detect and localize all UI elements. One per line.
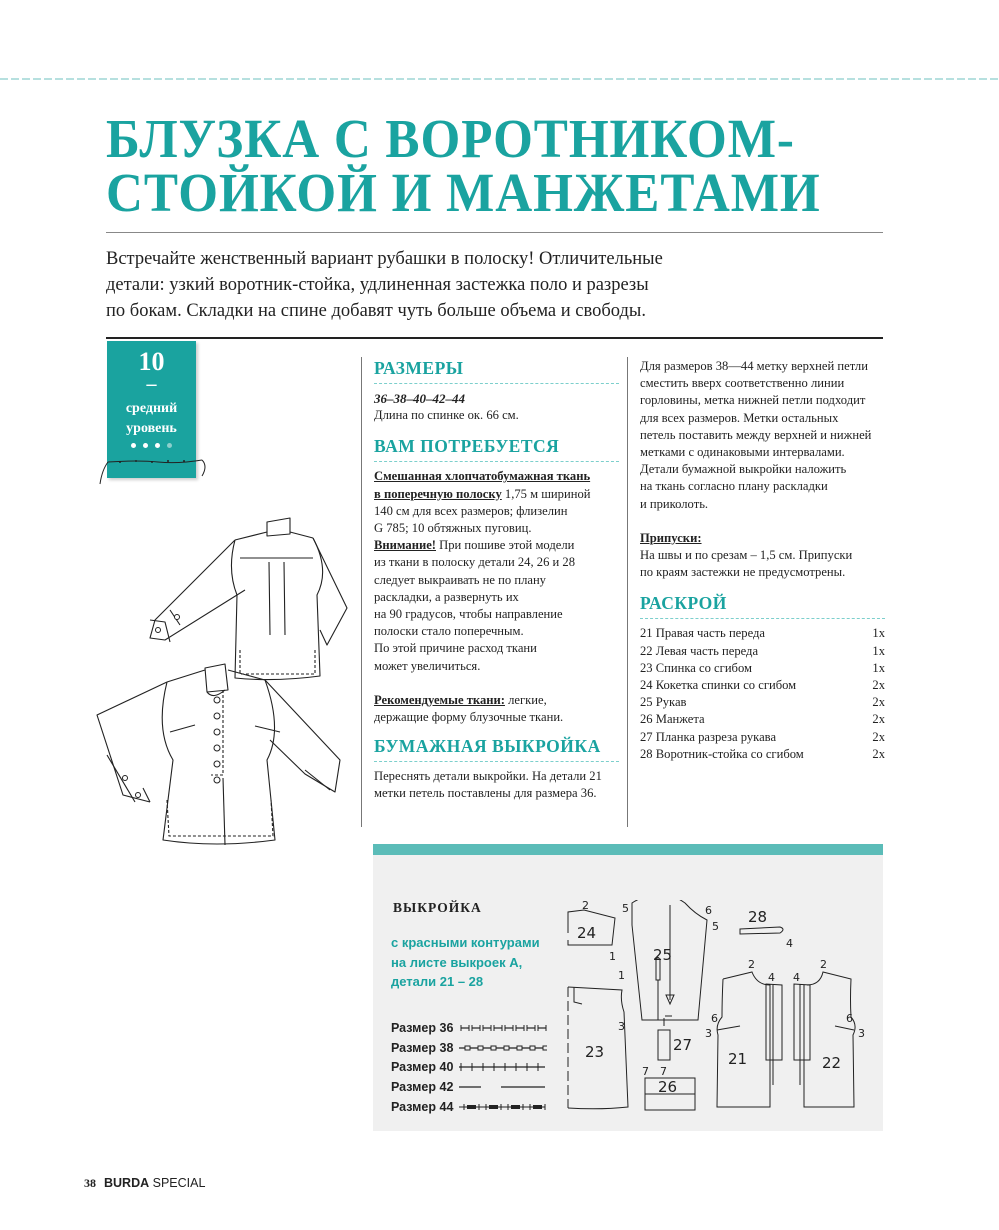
- piece-28-outline: [740, 927, 783, 934]
- blouse-technical-sketch: [95, 510, 360, 850]
- allowance-label: Припуски:: [640, 530, 702, 545]
- buttonhole-line: Для размеров 38—44 метку верхней петли: [640, 359, 868, 373]
- allowance-line: по краям застежки не предусмотрены.: [640, 565, 846, 580]
- panel-subtitle: [391, 933, 540, 992]
- size-line-legend: [391, 1018, 547, 1116]
- cutting-list-item: [640, 660, 885, 677]
- intro-divider: [106, 337, 883, 339]
- mark-label: 4: [786, 937, 793, 950]
- attention-text: При пошиве этой модели: [436, 538, 575, 553]
- needs-line: 140 см для всех размеров; флизелин: [374, 503, 568, 518]
- back-length: Длина по спинке ок. 66 см.: [374, 408, 519, 423]
- section-heading-needs: ВАМ ПОТРЕБУЕТСЯ: [374, 436, 560, 457]
- piece-name: 25 Рукав: [640, 695, 687, 710]
- buttonhole-line: Детали бумажной выкройки наложить: [640, 462, 847, 477]
- attention-line: из ткани в полоску детали 24, 26 и 28: [374, 555, 575, 570]
- piece-name: 28 Воротник-стойка со сгибом: [640, 746, 804, 761]
- legend-label: Размер 44: [391, 1099, 454, 1114]
- legend-line-sample: [459, 1024, 547, 1032]
- piece-quantity: 2x: [872, 712, 885, 727]
- legend-row: [391, 1097, 547, 1117]
- piece-name: 26 Манжета: [640, 712, 705, 727]
- recommended-text: легкие,: [504, 692, 547, 707]
- cutting-list-item: [640, 746, 885, 763]
- mark-label: 2: [582, 900, 589, 912]
- difficulty-dot: [143, 443, 148, 448]
- panel-title: ВЫКРОЙКА: [393, 900, 482, 915]
- mark-label: 6: [705, 904, 712, 917]
- mark-label: 7: [660, 1065, 667, 1078]
- badge-dash: –: [146, 373, 157, 395]
- piece-label-25: 25: [653, 946, 673, 964]
- piece-label-24: 24: [577, 924, 597, 942]
- instructions-column-2: [640, 358, 885, 763]
- thread-stitch-icon: [98, 452, 208, 492]
- column-divider-left: [361, 357, 362, 827]
- badge-number: 10: [138, 347, 165, 376]
- badge-level: [107, 399, 196, 439]
- panel-subtitle-line: детали 21 – 28: [391, 974, 484, 989]
- legend-label: Размер 38: [391, 1040, 454, 1055]
- intro-line: детали: узкий воротник-стойка, удлиненная застежка поло и разрезы: [106, 275, 649, 295]
- piece-21-outline: [717, 972, 770, 1107]
- legend-line-sample: [459, 1103, 547, 1111]
- legend-label: Размер 36: [391, 1020, 454, 1035]
- buttonhole-line: метками с одинаковыми интервалами.: [640, 445, 845, 460]
- attention-line: полоски стало поперечным.: [374, 624, 524, 639]
- piece-quantity: 2x: [872, 695, 885, 710]
- buttonhole-line: горловины, метка нижней петли подходит: [640, 393, 866, 408]
- section-heading-cutting: РАСКРОЙ: [640, 593, 727, 614]
- piece-name: 23 Спинка со сгибом: [640, 660, 752, 675]
- piece-label-27: 27: [673, 1036, 693, 1054]
- difficulty-dot: [167, 443, 172, 448]
- cutting-list-item: [640, 711, 885, 728]
- fabric-label-2: в поперечную полоску: [374, 486, 502, 501]
- piece-quantity: 1x: [872, 660, 885, 675]
- buttonhole-line: для всех размеров. Метки остальных: [640, 410, 839, 425]
- piece-27-outline: [658, 1018, 670, 1060]
- title-line-1: БЛУЗКА С ВОРОТНИКОМ-: [106, 108, 795, 169]
- attention-line: По этой причине расход ткани: [374, 641, 537, 656]
- piece-name: 22 Левая часть переда: [640, 643, 759, 658]
- sizes-list: 36–38–40–42–44: [374, 391, 465, 406]
- section-heading-sizes: РАЗМЕРЫ: [374, 358, 464, 378]
- dashed-divider: [640, 618, 885, 619]
- pattern-panel: [373, 844, 883, 1131]
- needs-line: G 785; 10 обтяжных пуговиц.: [374, 521, 532, 536]
- badge-level-line-2: уровень: [126, 421, 177, 436]
- fabric-line-1: [374, 468, 619, 485]
- cutting-list-item: [640, 729, 885, 746]
- panel-subtitle-line: на листе выкроек А,: [391, 954, 523, 970]
- cutting-list: [640, 625, 885, 763]
- fabric-text: 1,75 м шириной: [501, 486, 591, 501]
- buttonhole-line: петель поставить между верхней и нижней: [640, 427, 872, 442]
- difficulty-dots: [107, 443, 196, 448]
- cutting-list-item: [640, 625, 885, 642]
- column-divider-right: [627, 357, 628, 827]
- mark-label: 6: [711, 1012, 718, 1025]
- intro-text: [106, 246, 806, 324]
- piece-quantity: 2x: [872, 729, 885, 744]
- dashed-divider: [374, 461, 619, 462]
- recommended-line: [374, 692, 619, 709]
- piece-22-outline: [804, 972, 855, 1107]
- piece-quantity: 1x: [872, 643, 885, 658]
- mark-label: 3: [705, 1027, 712, 1040]
- attention-line: [374, 537, 619, 554]
- allowance-line: На швы и по срезам – 1,5 см. Припуски: [640, 548, 853, 563]
- piece-label-26: 26: [658, 1078, 678, 1096]
- mark-label: 2: [748, 958, 755, 971]
- buttonhole-line: на ткань согласно плану раскладки: [640, 479, 828, 494]
- legend-label: Размер 40: [391, 1060, 454, 1075]
- difficulty-dot: [155, 443, 160, 448]
- title-line-2: СТОЙКОЙ И МАНЖЕТАМИ: [106, 162, 821, 223]
- cutting-list-item: [640, 643, 885, 660]
- mark-label: 3: [618, 1020, 625, 1033]
- piece-label-22: 22: [822, 1054, 842, 1072]
- attention-line: на 90 градусов, чтобы направление: [374, 607, 563, 622]
- cutting-list-item: [640, 694, 885, 711]
- paper-pattern-line: Переснять детали выкройки. На детали 21: [374, 769, 602, 784]
- piece-name: 27 Планка разреза рукава: [640, 729, 777, 744]
- brand-name: BURDA: [104, 1176, 150, 1190]
- mark-label: 6: [846, 1012, 853, 1025]
- legend-line-sample: [459, 1044, 547, 1052]
- panel-subtitle-line: с красными контурами: [391, 935, 540, 950]
- attention-line: раскладки, а развернуть их: [374, 589, 519, 604]
- legend-row: [391, 1057, 547, 1077]
- dashed-divider: [374, 383, 619, 384]
- badge-level-line-1: средний: [125, 401, 178, 416]
- mark-label: 1: [618, 969, 625, 982]
- page-title: [106, 108, 821, 223]
- attention-line: может увеличиться.: [374, 658, 481, 673]
- mark-label: 2: [820, 958, 827, 971]
- buttonhole-line: и приколоть.: [640, 496, 709, 511]
- fabric-label-1: Смешанная хлопчатобумажная ткань: [374, 469, 591, 484]
- mark-label: 5: [622, 902, 629, 915]
- difficulty-dot: [131, 443, 136, 448]
- paper-pattern-line: метки петель поставлены для размера 36.: [374, 786, 597, 801]
- legend-row: [391, 1077, 547, 1097]
- piece-label-21: 21: [728, 1050, 748, 1068]
- piece-label-28: 28: [748, 908, 768, 926]
- intro-line: Встречайте женственный вариант рубашки в полоску! Отличительные: [106, 249, 663, 269]
- section-heading-paper-pattern: БУМАЖНАЯ ВЫКРОЙКА: [374, 736, 601, 757]
- legend-row: [391, 1018, 547, 1038]
- attention-line: следует выкраивать не по плану: [374, 572, 546, 587]
- mark-label: 1: [609, 950, 616, 963]
- recommended-line: держащие форму блузочные ткани.: [374, 710, 564, 725]
- mark-label: 7: [642, 1065, 649, 1078]
- piece-quantity: 1x: [872, 626, 885, 641]
- piece-name: 24 Кокетка спинки со сгибом: [640, 678, 797, 693]
- instructions-column-1: [374, 356, 619, 803]
- recommended-label: Рекомендуемые ткани:: [374, 692, 505, 707]
- intro-line: по бокам. Складки на спине добавят чуть больше объема и свободы.: [106, 301, 646, 321]
- mark-label: 4: [793, 971, 800, 984]
- stitch-divider: [0, 76, 999, 82]
- mark-label: 3: [858, 1027, 865, 1040]
- legend-row: [391, 1038, 547, 1058]
- piece-name: 21 Правая часть переда: [640, 626, 765, 641]
- piece-label-23: 23: [585, 1043, 605, 1061]
- piece-quantity: 2x: [872, 678, 885, 693]
- cutting-list-item: [640, 677, 885, 694]
- title-divider: [106, 232, 883, 233]
- legend-label: Размер 42: [391, 1079, 454, 1094]
- dashed-divider: [374, 761, 619, 762]
- legend-line-sample: [459, 1063, 547, 1071]
- pattern-layout-diagram: [560, 900, 880, 1130]
- fabric-line-2: [374, 486, 619, 503]
- panel-accent-bar: [373, 844, 883, 855]
- brand-suffix: SPECIAL: [149, 1176, 206, 1190]
- buttonhole-line: сместить вверх соответственно линии: [640, 376, 845, 391]
- mark-label: 5: [712, 920, 719, 933]
- attention-label: Внимание!: [374, 538, 436, 553]
- mark-label: 4: [768, 971, 775, 984]
- page-number: 38: [84, 1176, 96, 1190]
- page-footer: [84, 1176, 205, 1191]
- piece-quantity: 2x: [872, 746, 885, 761]
- legend-line-sample: [459, 1083, 547, 1091]
